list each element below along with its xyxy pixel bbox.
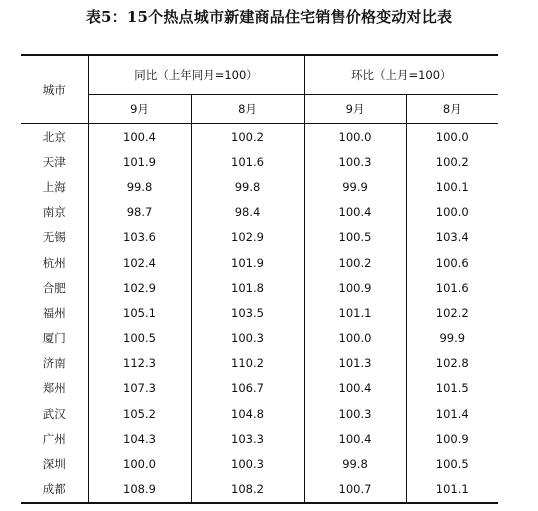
city-cell: 北京 — [42, 129, 66, 144]
mom-sep-cell: 100.9 — [304, 275, 406, 300]
yoy-sep-cell: 101.9 — [88, 149, 191, 174]
mom-aug-cell: 100.9 — [406, 426, 498, 451]
city-cell: 厦门 — [42, 331, 66, 346]
yoy-aug-cell: 99.8 — [191, 174, 304, 199]
mom-aug-cell: 100.2 — [406, 149, 498, 174]
table-row — [21, 401, 498, 426]
table-row — [21, 326, 498, 351]
mom-sep-cell: 100.3 — [304, 149, 406, 174]
city-cell: 广州 — [42, 431, 66, 446]
city-cell: 南京 — [42, 205, 66, 220]
city-cell: 无锡 — [42, 230, 66, 245]
yoy-sep-cell: 104.3 — [88, 426, 191, 451]
yoy-aug-cell: 100.3 — [191, 326, 304, 351]
yoy-sep-cell: 98.7 — [88, 200, 191, 225]
mom-aug-cell: 100.6 — [406, 250, 498, 275]
yoy-aug-cell: 106.7 — [191, 376, 304, 401]
mom-sep-cell: 100.0 — [304, 326, 406, 351]
yoy-sep-cell: 105.2 — [88, 401, 191, 426]
table-row — [21, 451, 498, 476]
header-row-top — [21, 55, 498, 95]
mom-aug-cell: 101.6 — [406, 275, 498, 300]
table-row — [21, 376, 498, 401]
yoy-sep-header: 9月 — [88, 95, 191, 124]
mom-sep-cell: 100.3 — [304, 401, 406, 426]
yoy-sep-cell: 100.5 — [88, 326, 191, 351]
table-body — [21, 124, 498, 503]
mom-sep-cell: 100.2 — [304, 250, 406, 275]
yoy-aug-cell: 100.2 — [191, 124, 304, 150]
mom-sep-cell: 99.9 — [304, 174, 406, 199]
table-row — [21, 124, 498, 150]
yoy-aug-cell: 104.8 — [191, 401, 304, 426]
yoy-sep-cell: 103.6 — [88, 225, 191, 250]
mom-aug-cell: 99.9 — [406, 326, 498, 351]
yoy-aug-cell: 103.3 — [191, 426, 304, 451]
mom-aug-cell: 100.5 — [406, 451, 498, 476]
yoy-aug-cell: 101.8 — [191, 275, 304, 300]
city-cell: 成都 — [21, 477, 88, 503]
mom-sep-cell: 100.7 — [304, 477, 406, 503]
price-comparison-table — [21, 54, 498, 504]
mom-sep-cell: 101.3 — [304, 351, 406, 376]
mom-sep-header: 9月 — [304, 95, 406, 124]
city-cell: 天津 — [42, 154, 66, 169]
yoy-sep-cell: 112.3 — [88, 351, 191, 376]
table-row — [21, 200, 498, 225]
yoy-aug-cell: 108.2 — [191, 477, 304, 503]
mom-aug-cell: 101.5 — [406, 376, 498, 401]
table-row — [21, 225, 498, 250]
yoy-aug-cell: 101.9 — [191, 250, 304, 275]
yoy-sep-cell: 105.1 — [88, 300, 191, 325]
table-row — [21, 351, 498, 376]
yoy-sep-cell: 100.0 — [88, 451, 191, 476]
mom-sep-cell: 99.8 — [304, 451, 406, 476]
yoy-aug-header: 8月 — [191, 95, 304, 124]
table-row — [21, 149, 498, 174]
yoy-aug-cell: 103.5 — [191, 300, 304, 325]
city-cell: 济南 — [42, 356, 66, 371]
mom-aug-cell: 102.2 — [406, 300, 498, 325]
mom-sep-cell: 100.5 — [304, 225, 406, 250]
table-title: 表5：15个热点城市新建商品住宅销售价格变动对比表 — [85, 8, 453, 26]
mom-aug-cell: 101.4 — [406, 401, 498, 426]
mom-sep-cell: 100.4 — [304, 376, 406, 401]
mom-sep-cell: 101.1 — [304, 300, 406, 325]
table-row — [21, 426, 498, 451]
table-row — [21, 250, 498, 275]
yoy-group-header: 同比（上年同月=100） — [88, 55, 304, 95]
mom-aug-cell: 101.1 — [406, 477, 498, 503]
mom-sep-cell: 100.4 — [304, 426, 406, 451]
mom-aug-header: 8月 — [406, 95, 498, 124]
city-cell: 福州 — [42, 305, 66, 320]
city-cell: 杭州 — [42, 255, 66, 270]
city-cell: 上海 — [42, 179, 66, 194]
yoy-aug-cell: 102.9 — [191, 225, 304, 250]
mom-aug-cell: 100.0 — [406, 124, 498, 150]
mom-aug-cell: 100.0 — [406, 200, 498, 225]
city-cell: 深圳 — [42, 457, 66, 472]
yoy-aug-cell: 110.2 — [191, 351, 304, 376]
city-cell: 合肥 — [42, 280, 66, 295]
table-row — [21, 275, 498, 300]
yoy-sep-cell: 108.9 — [88, 477, 191, 503]
mom-group-header: 环比（上月=100） — [304, 55, 498, 95]
yoy-sep-cell: 102.9 — [88, 275, 191, 300]
city-cell: 郑州 — [42, 381, 66, 396]
yoy-aug-cell: 98.4 — [191, 200, 304, 225]
mom-aug-cell: 102.8 — [406, 351, 498, 376]
table-row — [21, 477, 498, 503]
table-row — [21, 174, 498, 199]
yoy-sep-cell: 102.4 — [88, 250, 191, 275]
city-column-header: 城市 — [21, 55, 88, 124]
mom-sep-cell: 100.0 — [304, 124, 406, 150]
yoy-sep-cell: 100.4 — [88, 124, 191, 150]
yoy-sep-cell: 107.3 — [88, 376, 191, 401]
yoy-sep-cell: 99.8 — [88, 174, 191, 199]
mom-aug-cell: 103.4 — [406, 225, 498, 250]
yoy-aug-cell: 100.3 — [191, 451, 304, 476]
header-row-months — [21, 95, 498, 124]
yoy-aug-cell: 101.6 — [191, 149, 304, 174]
mom-aug-cell: 100.1 — [406, 174, 498, 199]
city-cell: 武汉 — [42, 406, 66, 421]
table-row — [21, 300, 498, 325]
mom-sep-cell: 100.4 — [304, 200, 406, 225]
